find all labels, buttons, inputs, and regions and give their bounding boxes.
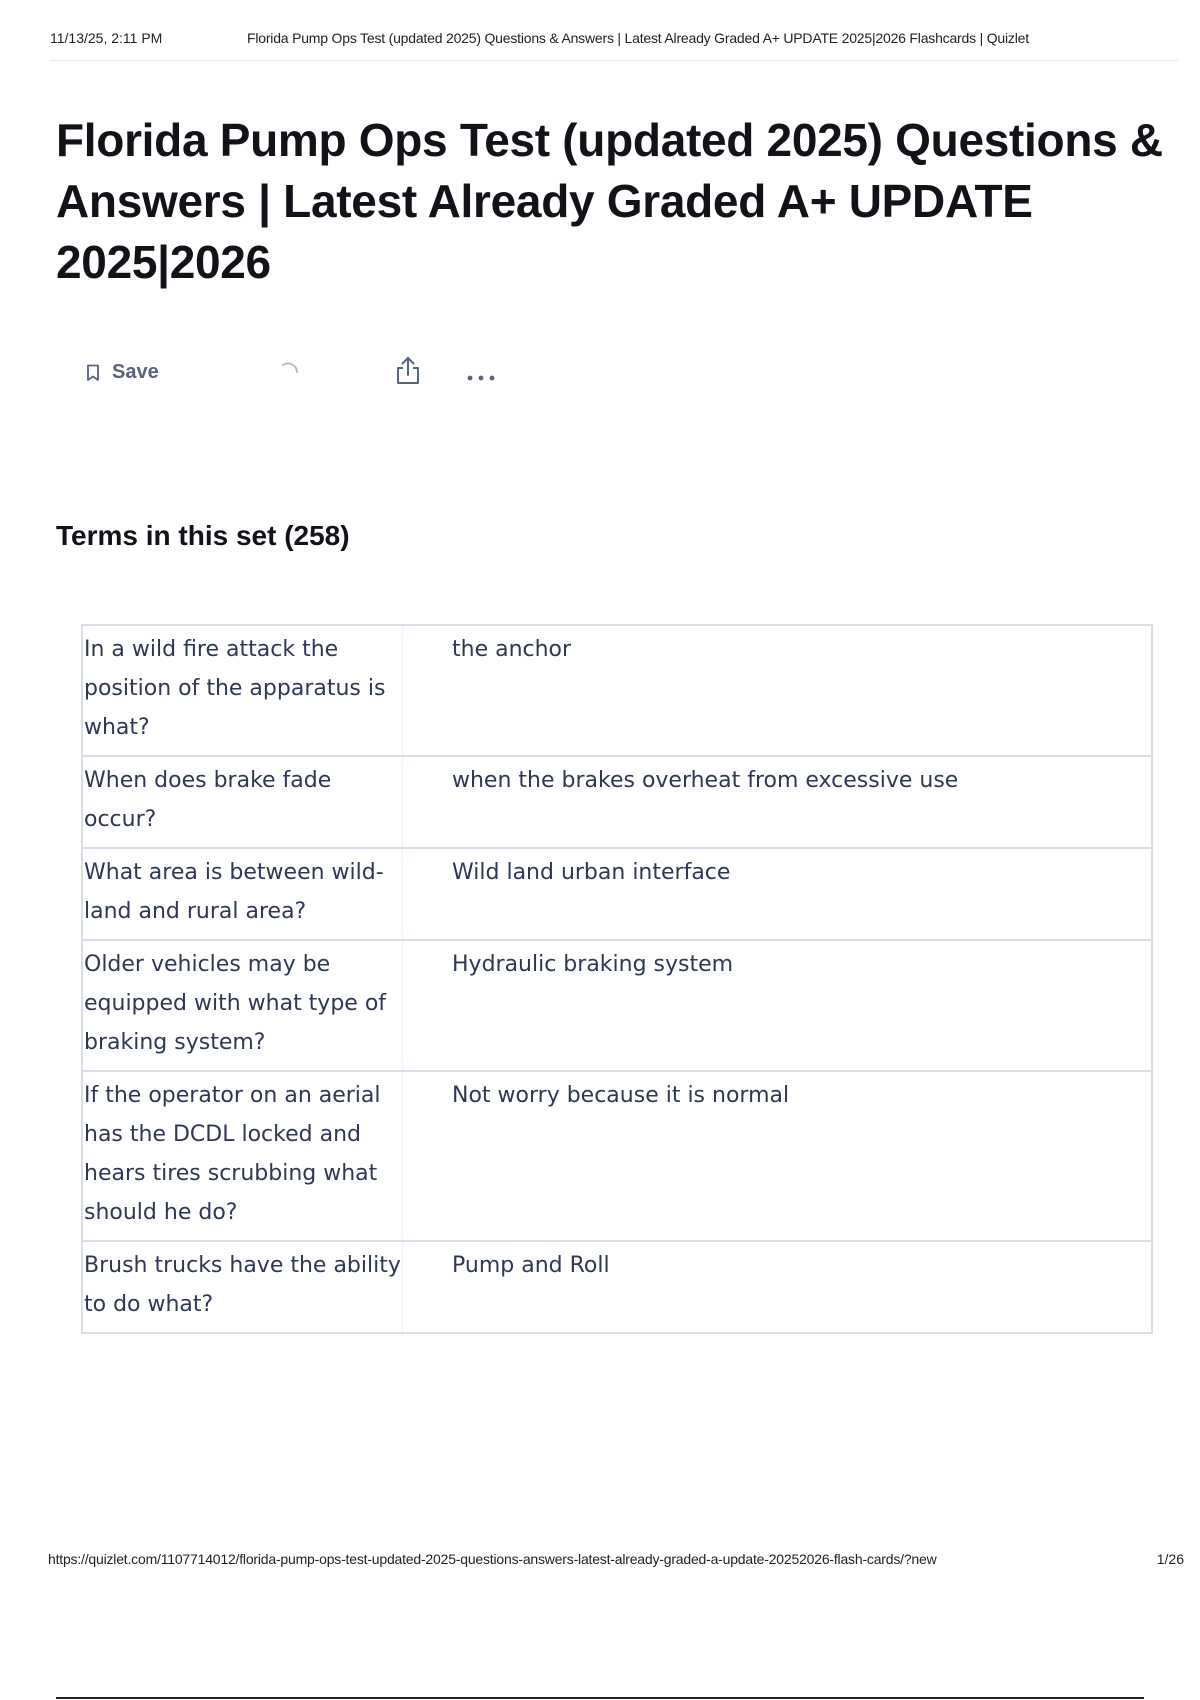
print-header [50,30,1178,61]
bookmark-icon [86,364,100,382]
definition-cell: Not worry because it is normal [452,1083,790,1108]
action-bar [86,355,526,399]
spinner-icon [278,359,302,387]
print-datetime: 11/13/25, 2:11 PM [50,30,163,46]
save-label: Save [112,361,159,383]
term-cell: If the operator on an aerial has the DCDL locked and hears tires scrubbing what should he do? [83,1072,403,1240]
term-cell: In a wild fire attack the position of the apparatus is what? [83,626,403,755]
term-cell: When does brake fade occur? [83,757,403,847]
more-horizontal-icon [466,374,496,382]
table-row [83,941,1151,1072]
print-page-title: Florida Pump Ops Test (updated 2025) Questions & Answers | Latest Already Graded A+ UPDATE 2025|2026 Flashcards | Quizlet [247,30,1029,46]
page-title: Florida Pump Ops Test (updated 2025) Questions & Answers | Latest Already Graded A+ UPDATE 2025|2026 [56,114,1163,288]
share-button[interactable] [394,355,422,391]
term-cell: Older vehicles may be equipped with what type of braking system? [83,941,403,1070]
term-cell: Brush trucks have the ability to do what? [83,1242,403,1332]
term-cell: What area is between wild-land and rural area? [83,849,403,939]
definition-cell: Hydraulic braking system [452,952,734,977]
table-row [83,1242,1151,1334]
terms-table [81,624,1153,1334]
definition-cell: when the brakes overheat from excessive use [452,768,959,793]
table-row [83,849,1151,941]
definition-cell: Pump and Roll [452,1253,610,1278]
page-url: https://quizlet.com/1107714012/florida-pump-ops-test-updated-2025-questions-answers-latest-already-graded-a-update-20252026-flash-cards/?new [48,1551,937,1567]
terms-heading: Terms in this set (258) [56,520,350,551]
table-row [83,626,1151,757]
table-row [83,1072,1151,1242]
more-button[interactable] [466,367,496,386]
share-icon [394,355,422,387]
table-row [83,757,1151,849]
page-divider [56,1697,1144,1699]
definition-cell: Wild land urban interface [452,860,731,885]
page-number: 1/26 [1156,1551,1184,1567]
save-button[interactable] [86,361,159,384]
definition-cell: the anchor [452,637,572,662]
